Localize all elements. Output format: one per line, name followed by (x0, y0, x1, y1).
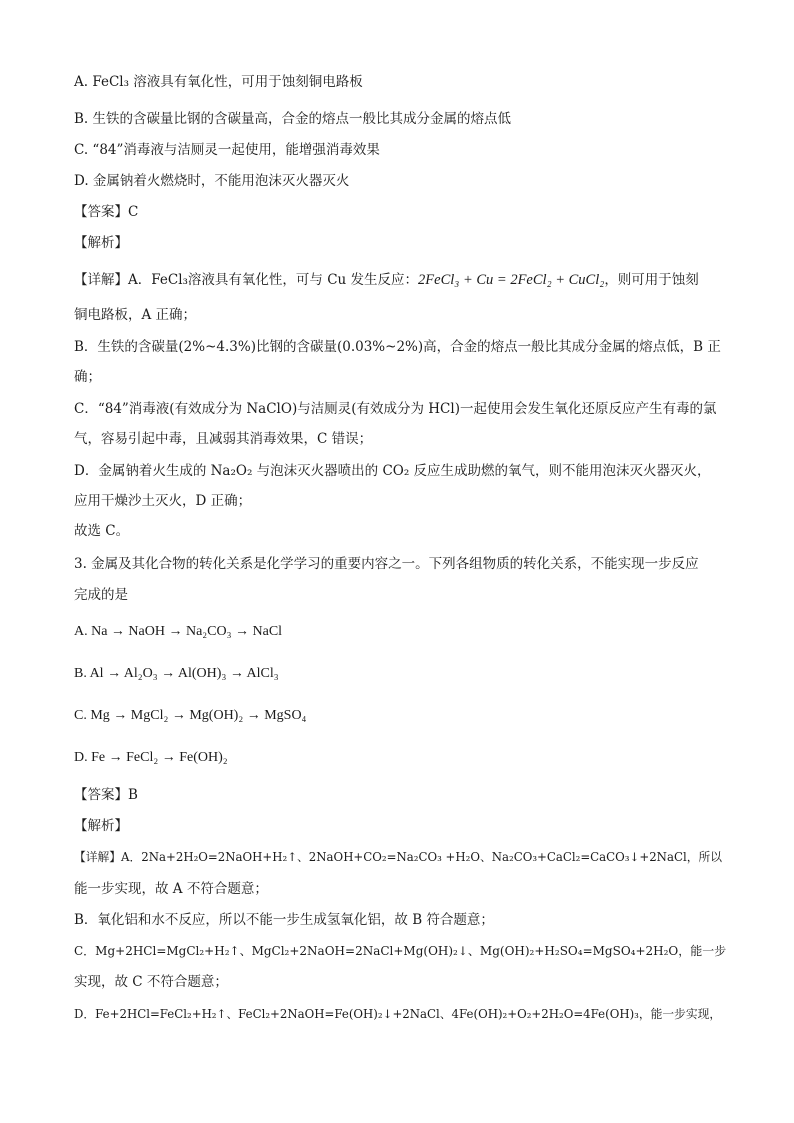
q2-detail-a-tail: ，则可用于蚀刻 (604, 272, 699, 288)
q3-option-b: B. Al → Al₂O₃ → Al(OH)₃ → AlCl₃ (74, 666, 279, 681)
q2-detail-c-line2: 气，容易引起中毒，且减弱其消毒效果，C 错误； (74, 431, 373, 447)
q2-detail-a-equation: 2FeCl₃ + Cu = 2FeCl₂ + CuCl₂ (418, 272, 605, 288)
q2-detail-d-line2: 应用干燥沙土灭火，D 正确； (74, 493, 252, 509)
q2-detail-a-line2: 铜电路板，A 正确； (74, 307, 197, 323)
q3-analysis-heading: 【解析】 (74, 818, 128, 834)
q2-detail-d-line1: D．金属钠着火生成的 Na₂O₂ 与泡沫灭火器喷出的 CO₂ 反应生成助燃的氧气，则不能用泡沫灭火器灭火， (74, 463, 711, 479)
q2-option-b: B. 生铁的含碳量比钢的含碳量高，合金的熔点一般比其成分金属的熔点低 (74, 111, 512, 127)
q3-option-a: A. Na → NaOH → Na₂CO₃ → NaCl (74, 624, 283, 639)
q3-answer: 【答案】B (74, 787, 138, 803)
q3-detail-a-line2: 能一步实现，故 A 不符合题意； (74, 881, 268, 897)
q2-detail-a-text: 【详解】A．FeCl₃溶液具有氧化性，可与 Cu 发生反应： (74, 272, 419, 288)
q3-detail-b: B．氧化铝和水不反应，所以不能一步生成氢氧化铝，故 B 符合题意； (74, 912, 494, 928)
q2-option-d: D. 金属钠着火燃烧时，不能用泡沫灭火器灭火 (74, 173, 350, 189)
q2-conclusion: 故选 C。 (74, 523, 130, 539)
q3-option-d: D. Fe → FeCl₂ → Fe(OH)₂ (74, 750, 228, 765)
q2-detail-a-line1 (74, 271, 734, 289)
q2-analysis-heading: 【解析】 (74, 235, 128, 251)
q3-option-c: C. Mg → MgCl₂ → Mg(OH)₂ → MgSO₄ (74, 708, 307, 723)
q2-answer: 【答案】C (74, 204, 139, 220)
q3-detail-a-line1: 【详解】A．2Na+2H₂O=2NaOH+H₂↑、2NaOH+CO₂=Na₂CO₃ +H₂O、Na₂CO₃+CaCl₂=CaCO₃↓+2NaCl，所以 (74, 850, 722, 864)
q2-option-c: C. “84”消毒液与洁厕灵一起使用，能增强消毒效果 (74, 142, 380, 158)
q2-detail-c-line1: C．“84”消毒液(有效成分为 NaClO)与洁厕灵(有效成分为 HCl)一起使用会发生氧化还原反应产生有毒的氯 (74, 401, 717, 417)
q2-option-a: A. FeCl₃ 溶液具有氧化性，可用于蚀刻铜电路板 (74, 74, 363, 90)
q3-detail-c-line2: 实现，故 C 不符合题意； (74, 974, 228, 990)
q2-detail-b-line2: 确； (74, 369, 101, 385)
q3-detail-c-line1: C．Mg+2HCl=MgCl₂+H₂↑、MgCl₂+2NaOH=2NaCl+Mg(OH)₂↓、Mg(OH)₂+H₂SO₄=MgSO₄+2H₂O，能一步 (74, 944, 727, 958)
q2-detail-b-line1: B．生铁的含碳量(2%~4.3%)比钢的含碳量(0.03%~2%)高，合金的熔点一般比其成分金属的熔点低，B 正 (74, 339, 721, 355)
q3-stem-line2: 完成的是 (74, 587, 128, 603)
q3-detail-d-line1: D．Fe+2HCl=FeCl₂+H₂↑、FeCl₂+2NaOH=Fe(OH)₂↓+2NaCl、4Fe(OH)₂+O₂+2H₂O=4Fe(OH)₃，能一步实现， (74, 1007, 722, 1021)
q3-stem-line1: 3. 金属及其化合物的转化关系是化学学习的重要内容之一。下列各组物质的转化关系，不能实现一步反应 (74, 556, 699, 572)
